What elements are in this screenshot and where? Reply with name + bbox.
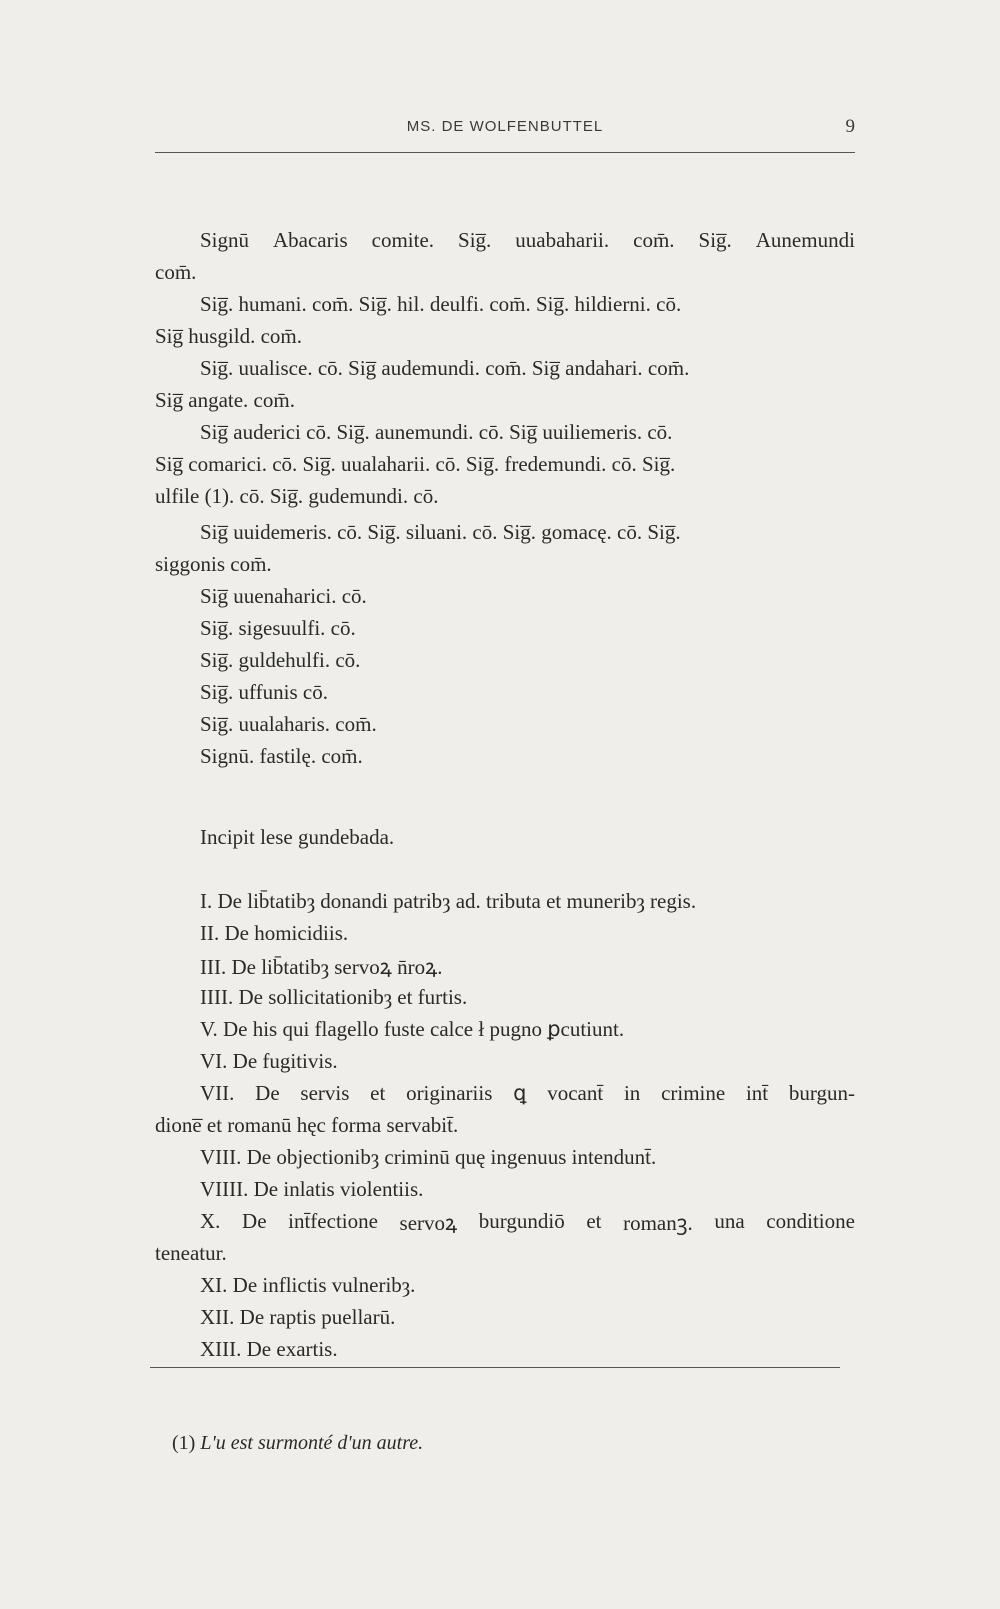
word: burgundiō xyxy=(478,1209,565,1233)
word: et xyxy=(586,1209,602,1233)
text-line: Sig̅. uffunis cō. xyxy=(200,680,328,704)
chapter-line: XI. De inflictis vulneribȝ. xyxy=(200,1273,416,1297)
footnote-mark: (1) xyxy=(172,1432,196,1454)
chapter-line: teneatur. xyxy=(155,1241,227,1265)
chapter-line xyxy=(200,1209,855,1237)
text-line: Sig̅ husgild. com̄. xyxy=(155,324,303,348)
header-rule xyxy=(155,152,855,153)
footnote xyxy=(172,1432,423,1455)
text-line: Sig̅. sigesuulfi. cō. xyxy=(200,616,356,640)
word: uuabaharii. xyxy=(515,228,610,252)
text-line: Sig̅ uuenaharici. cō. xyxy=(200,584,367,608)
chapter-line: VI. De fugitivis. xyxy=(200,1049,338,1073)
footnote-text: L'u est surmonté d'un autre. xyxy=(200,1432,424,1454)
text-line: Sig̅ uuidemeris. cō. Sig̅. siluani. cō. Sig̅. gomacę. cō. Sig̅. xyxy=(200,520,681,544)
word: int̄fectione xyxy=(288,1209,378,1233)
word: vocant̄ xyxy=(547,1081,604,1105)
text-line: ulfile (1). cō. Sig̅. gudemundi. cō. xyxy=(155,484,439,508)
word: Sig̅. xyxy=(458,228,492,252)
text-line xyxy=(200,228,855,253)
chapter-line: II. De homicidiis. xyxy=(200,921,349,945)
word: Signū xyxy=(200,228,250,252)
text-line: Sig̅ comarici. cō. Sig̅. uualaharii. cō. Sig̅. fredemundi. cō. Sig̅. xyxy=(155,452,676,476)
word: Abacaris xyxy=(273,228,348,252)
word: servis xyxy=(300,1081,350,1105)
word: crimine xyxy=(661,1081,726,1105)
word: originariis xyxy=(406,1081,493,1105)
word: De xyxy=(255,1081,280,1105)
chapter-line: III. De lib̄tatibȝ servoꝝ n̄roꝝ. xyxy=(200,955,443,979)
page-number: 9 xyxy=(845,116,855,137)
chapter-line: IIII. De sollicitationibȝ et furtis. xyxy=(200,985,468,1009)
chapter-line: I. De lib̄tatibȝ donandi patribȝ ad. tributa et muneribȝ regis. xyxy=(200,889,697,913)
chapter-line xyxy=(200,1081,855,1106)
text-line: Sig̅. guldehulfi. cō. xyxy=(200,648,361,672)
word: X. xyxy=(200,1209,221,1233)
text-line: Sig̅. uualaharis. com̄. xyxy=(200,712,377,736)
word: com̄. xyxy=(633,228,675,252)
word: una xyxy=(714,1209,745,1233)
word: romanꝫ. xyxy=(623,1211,693,1235)
word: VII. xyxy=(200,1081,235,1105)
text-line: Sig̅. uualisce. cō. Sig̅ audemundi. com̄. Sig̅ andahari. com̄. xyxy=(200,356,690,380)
word: et xyxy=(370,1081,386,1105)
footnote-rule xyxy=(150,1367,840,1368)
text-line: com̄. xyxy=(155,260,197,284)
chapter-line: VIIII. De inlatis violentiis. xyxy=(200,1177,424,1201)
word: ꝗ xyxy=(513,1081,527,1105)
chapter-line: V. De his qui flagello fuste calce ł pugno ꝑcutiunt. xyxy=(200,1017,625,1041)
word: Aunemundi xyxy=(755,228,855,252)
running-header xyxy=(155,118,855,146)
word: burgun- xyxy=(788,1081,855,1105)
chapter-line: XIII. De exartis. xyxy=(200,1337,338,1361)
text-line: Signū. fastilę. com̄. xyxy=(200,744,363,768)
chapter-line: dione̅ et romanū hęc forma servabit̄. xyxy=(155,1113,459,1137)
chapter-line: XII. De raptis puellarū. xyxy=(200,1305,396,1329)
word: comite. xyxy=(371,228,435,252)
word: servoꝝ xyxy=(399,1211,458,1235)
text-line: Sig̅. humani. com̄. Sig̅. hil. deulfi. com̄. Sig̅. hildierni. cō. xyxy=(200,292,682,316)
word: conditione xyxy=(766,1209,855,1233)
chapter-line: VIII. De objectionibȝ criminū quę ingenuus intendunt̄. xyxy=(200,1145,657,1169)
text-line: siggonis com̄. xyxy=(155,552,272,576)
word: int̄ xyxy=(745,1081,769,1105)
word: De xyxy=(242,1209,267,1233)
text-line: Sig̅ angate. com̄. xyxy=(155,388,295,412)
text-line: Sig̅ auderici cō. Sig̅. aunemundi. cō. Sig̅ uuiliemeris. cō. xyxy=(200,420,673,444)
section-heading: Incipit lese gundebada. xyxy=(200,825,395,849)
header-title: MS. DE WOLFENBUTTEL xyxy=(406,118,604,135)
word: in xyxy=(623,1081,641,1105)
word: Sig̅. xyxy=(698,228,732,252)
